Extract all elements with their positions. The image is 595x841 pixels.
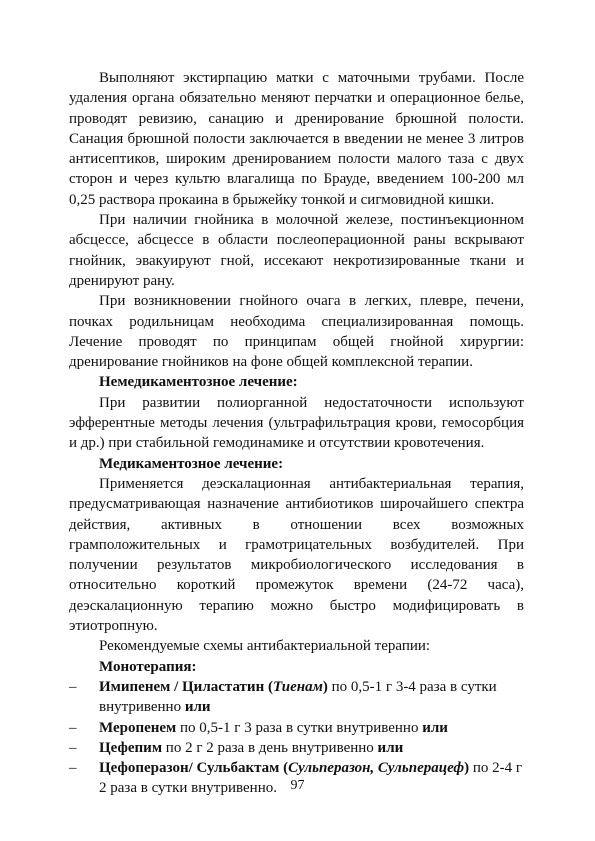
list-dash: – <box>69 739 77 756</box>
paragraph-deescalation-therapy: Применяется деэскалационная антибактериальная терапия, предусматривающая назначение антибиотиков широчайшего спектра действия, активных в отношении всех возможных грамположительных и грамотрицательных возбудителей. При получении результатов микробиологического исследования в относительно короткий промежуток времени (24-72 часа), деэскалационную терапию можно быстро модифицировать в этиотропную. <box>69 475 524 635</box>
paragraph-abscess: При наличии гнойника в молочной железе, постинъекционном абсцессе, абсцессе в области послеоперационной раны вскрывают гнойник, эвакуируют гной, иссекают некротизированные ткани и дренируют рану. <box>69 212 524 289</box>
list-dash: – <box>69 719 77 736</box>
brand-close: ) <box>464 760 470 777</box>
brand-name: Сульперазон, Сульперацеф <box>288 760 465 777</box>
list-dash: – <box>69 678 77 695</box>
drug-name: Цефепим <box>99 739 163 756</box>
drug-name: Имипенем / Циластатин ( <box>99 678 273 695</box>
paragraph-hysterectomy: Выполняют экстирпацию матки с маточными трубами. После удаления органа обязательно меняют перчатки и операционное белье, проводят ревизию, санацию и дренирование брюшной полости. Санация брюшной полости заключается в введении не менее 3 литров антисептиков, широким дренированием полости малого таза с двух сторон и через культю влагалища по Брауде, введением 100-200 мл 0,25 раствора прокаина в брыжейку тонкой и сигмовидной кишки. <box>69 70 524 208</box>
paragraph-recommended-schemes: Рекомендуемые схемы антибактериальной терапии: <box>99 638 431 655</box>
conjunction: или <box>377 739 404 756</box>
list-item-cefepime <box>69 738 524 758</box>
paragraph-purulent-focus: При возникновении гнойного очага в легких, плевре, печени, почках родильницам необходима специализированная помощь. Лечение проводят по принципам общей гнойной хирургии: дренирование гнойников на фоне общей комплексной терапии. <box>69 293 524 371</box>
list-item-meropenem <box>69 718 524 738</box>
dose-text: по 0,5-1 г 3 раза в сутки внутривенно <box>176 719 423 736</box>
drug-name: Меропенем <box>99 719 177 736</box>
paragraph-non-drug-treatment: При развитии полиорганной недостаточности используют эфферентные методы лечения (ультрафильтрация крови, гемосорбция и др.) при стабильной гемодинамике и отсутствии кровотечения. <box>69 394 524 452</box>
brand-close: ) <box>322 678 328 695</box>
drug-name: Цефоперазон/ Сульбактам ( <box>99 760 289 777</box>
brand-name: Тиенам <box>272 678 323 695</box>
page-number: 97 <box>290 778 305 793</box>
heading-drug-treatment: Медикаментозное лечение: <box>99 455 284 472</box>
dose-text: по 0,5-1 г 3-4 раза в сутки внутривенно <box>99 678 497 716</box>
list-dash: – <box>69 760 77 777</box>
heading-non-drug-treatment: Немедикаментозное лечение: <box>99 374 298 391</box>
conjunction: или <box>422 719 448 736</box>
heading-monotherapy: Монотерапия: <box>99 658 197 675</box>
dose-text: по 2 г 2 раза в день внутривенно <box>162 739 378 756</box>
conjunction: или <box>184 699 211 716</box>
list-item-imipenem <box>69 677 524 718</box>
dose-text: по 2-4 г 2 раза в сутки внутривенно. <box>99 760 523 797</box>
page-body <box>69 68 524 799</box>
